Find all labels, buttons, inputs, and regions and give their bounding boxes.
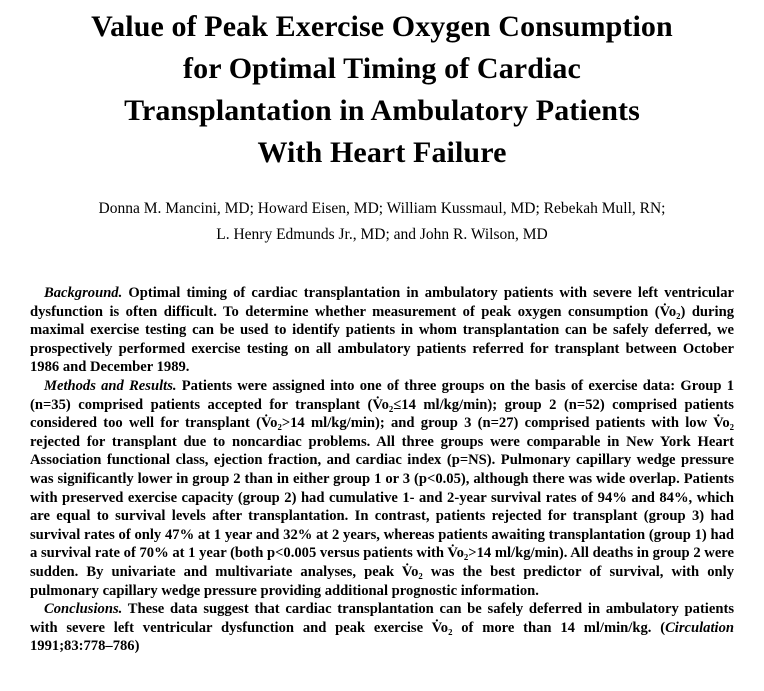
title-line-1: Value of Peak Exercise Oxygen Consumption xyxy=(91,10,673,43)
authors-line-1: Donna M. Mancini, MD; Howard Eisen, MD; William Kussmaul, MD; Rebekah Mull, RN; xyxy=(98,200,666,217)
abstract-methods-results xyxy=(30,377,734,600)
methods-label: Methods and Results. xyxy=(44,377,177,394)
paper-title xyxy=(30,6,734,174)
abstract xyxy=(30,284,734,656)
conclusions-label: Conclusions. xyxy=(44,601,123,618)
authors-line-2: L. Henry Edmunds Jr., MD; and John R. Wilson, MD xyxy=(216,226,548,243)
abstract-background xyxy=(30,284,734,377)
title-line-2: for Optimal Timing of Cardiac xyxy=(183,52,581,85)
title-line-4: With Heart Failure xyxy=(257,136,507,169)
background-text: Optimal timing of cardiac transplantation in ambulatory patients with severe left ventricular dysfunction is often difficult. To determine whether measurement of peak oxygen consumption (V̇o₂) during maximal exercise testing can be used to identify patients in whom transplantation can be safely deferred, we prospectively performed exercise testing on all ambulatory patients referred for transplant between October 1986 and December 1989. xyxy=(30,285,734,376)
journal-name: Circulation xyxy=(665,619,734,636)
methods-text: Patients were assigned into one of three groups on the basis of exercise data: Group 1 (n=35) comprised patients accepted for transplant (V̇o₂≤14 ml/kg/min); group 2 (n=52) comprised patients considered too well for transplant (V̇o₂>14 ml/kg/min); and group 3 (n=27) comprised patients with low V̇o₂ rejected for transplant due to noncardiac problems. All three groups were comparable in New York Heart Association functional class, ejection fraction, and cardiac index (p=NS). Pulmonary capillary wedge pressure was significantly lower in group 2 than in either group 1 or 3 (p<0.05), although there was wide overlap. Patients with preserved exercise capacity (group 2) had cumulative 1- and 2-year survival rates of 94% and 84%, which are equal to survival levels after transplantation. In contrast, patients rejected for transplant (group 3) had survival rates of only 47% at 1 year and 32% at 2 years, whereas patients awaiting transplantation (group 1) had a survival rate of 70% at 1 year (both p<0.005 versus patients with V̇o₂>14 ml/kg/min). All deaths in group 2 were sudden. By univariate and multivariate analyses, peak V̇o₂ was the best predictor of survival, with only pulmonary capillary wedge pressure providing additional prognostic information. xyxy=(30,377,735,599)
citation-details: 1991;83:778–786) xyxy=(30,638,140,655)
conclusions-text: These data suggest that cardiac transplantation can be safely deferred in ambulatory patients with severe left ventricular dysfunction and peak exercise V̇o₂ of more than 14 ml/min/kg. ( xyxy=(30,601,734,636)
abstract-conclusions xyxy=(30,600,734,656)
background-label: Background. xyxy=(44,285,123,301)
author-list xyxy=(30,196,734,248)
title-line-3: Transplantation in Ambulatory Patients xyxy=(124,94,640,127)
